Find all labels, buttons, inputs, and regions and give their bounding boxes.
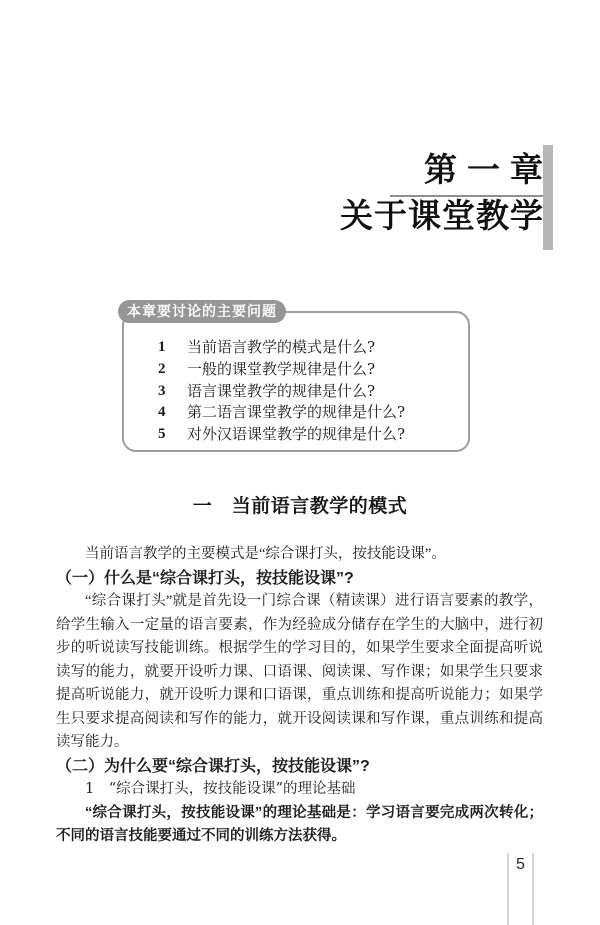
section-heading: 一 当前语言教学的模式 xyxy=(192,496,408,517)
question-item xyxy=(124,402,468,424)
paragraph-main: “综合课打头”就是首先设一门综合课（精读课）进行语言要素的教学，给学生输入一定量的语言要素，作为经验成分储存在学生的大脑中，进行初步的听说读写技能训练。根据学生的学习目的，如果学生要求全面提高听说读写的能力，就要开设听力课、口语课、阅读课、写作课；如果学生只要求提高听说能力，就开设听力课和口语课，重点训练和提高听说能力；如果学生只要求提高阅读和写作的能力，就开设阅读课和写作课，重点训练和提高读写能力。 xyxy=(56,593,543,750)
question-text: 当前语言教学的模式是什么? xyxy=(187,338,376,356)
paragraph-intro: 当前语言教学的主要模式是“综合课打头，按技能设课”。 xyxy=(85,546,446,562)
question-number: 4 xyxy=(158,404,166,421)
footer-rule-right xyxy=(532,853,534,925)
question-text: 语言课堂教学的规律是什么? xyxy=(187,381,376,400)
subheading-one: （一）什么是“综合课打头，按技能设课”? xyxy=(56,569,354,587)
question-text: 一般的课堂教学规律是什么? xyxy=(187,359,376,378)
paragraph-point-title: 1 “综合课打头，按技能设课”的理论基础 xyxy=(85,781,356,797)
question-number: 5 xyxy=(158,426,166,443)
question-text: 第二语言课堂教学的规律是什么? xyxy=(187,403,406,422)
question-item xyxy=(124,381,468,403)
question-number: 3 xyxy=(158,382,166,399)
question-number: 1 xyxy=(158,339,166,355)
question-number: 2 xyxy=(158,360,166,377)
chapter-title: 关于课堂教学 xyxy=(340,197,544,234)
body-text xyxy=(56,543,543,849)
subheading-two: （二）为什么要“综合课打头，按技能设课”? xyxy=(56,757,370,775)
question-list xyxy=(124,313,468,446)
paragraph-emphasis: “综合课打头，按技能设课”的理论基础是：学习语言要完成两次转化；不同的语言技能要通过不同的训练方法获得。 xyxy=(56,804,543,844)
question-text: 对外汉语课堂教学的规律是什么? xyxy=(187,425,406,444)
chapter-number: 第一章 xyxy=(424,151,553,188)
question-box-tab: 本章要讨论的主要问题 xyxy=(118,300,286,323)
question-box xyxy=(122,311,470,452)
page-number: 5 xyxy=(516,856,525,873)
question-item xyxy=(124,337,468,359)
question-item xyxy=(124,424,468,446)
question-item xyxy=(124,359,468,381)
